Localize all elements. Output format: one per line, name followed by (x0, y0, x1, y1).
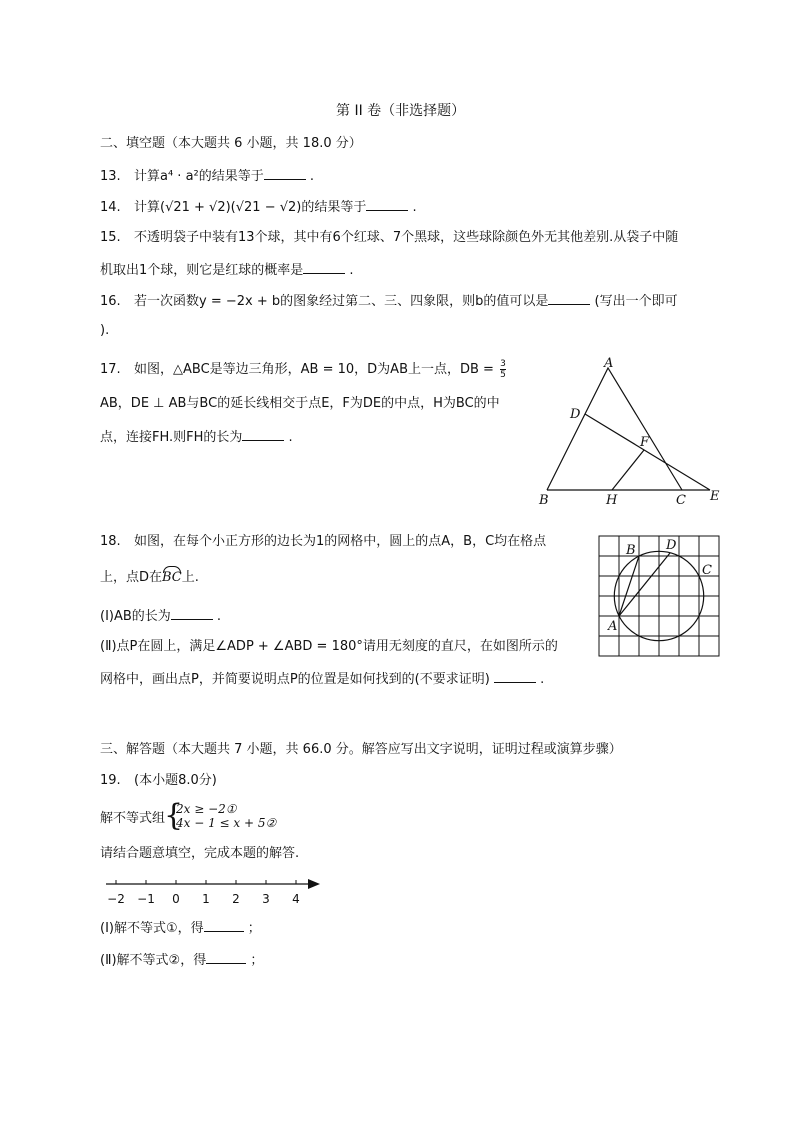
number-line-tick-label: 3 (262, 892, 270, 906)
q18-part2-text: 网格中，画出点P，并简要说明点P的位置是如何找到的(不要求证明) (100, 672, 490, 687)
q19-part2-answer-blank[interactable] (206, 951, 246, 964)
question-16-line2: ). (100, 323, 110, 338)
q18-part1-text: (Ⅰ)AB的长为 (100, 609, 171, 624)
q16-hint: (写出一个即可 (594, 294, 678, 309)
q16-text-line1: 若一次函数y = −2x + b的图象经过第二、三、四象限，则b的值可以是 (134, 294, 549, 309)
q18-label-b: B (626, 543, 636, 558)
question-18-line1 (100, 534, 546, 550)
q13-number: 13. (100, 169, 121, 184)
q17-label-b: B (539, 493, 549, 508)
q19-number: 19. (100, 773, 121, 788)
q18-text-line2a: 上，点D在 (100, 570, 163, 585)
question-19-part2: (Ⅱ)解不等式②，得 ； (100, 953, 264, 968)
q18-label-d: D (666, 538, 677, 553)
q19-number-line (100, 872, 325, 908)
number-line-tick-label: 0 (172, 892, 180, 906)
q18-grid-figure (598, 535, 720, 657)
q17-number: 17. (100, 362, 121, 377)
q17-label-c: C (676, 493, 686, 508)
q18-part1-answer-blank[interactable] (171, 607, 213, 620)
q17-label-f: F (640, 435, 650, 450)
number-line-tick-label: 1 (202, 892, 210, 906)
question-18-part1: (Ⅰ)AB的长为 . (100, 609, 222, 624)
q14-text: 计算(√21 + √2)(√21 − √2)的结果等于 (134, 200, 367, 215)
question-18-part2-line1: (Ⅱ)点P在圆上，满足∠ADP + ∠ABD = 180°请用无刻度的直尺，在如图所示的 (100, 639, 558, 654)
q18-grid (599, 536, 719, 656)
question-19-instruction: 请结合题意填空，完成本题的解答. (100, 846, 300, 861)
q17-text-line3: 点，连接FH.则FH的长为 (100, 430, 243, 445)
q18-arc-bc: BC (162, 570, 182, 586)
q19-inequality-2: 4x − 1 ≤ x + 5② (176, 816, 277, 830)
question-19-header (100, 773, 217, 789)
question-13: 13. 计算a⁴ · a²的结果等于 . (100, 169, 315, 184)
q17-text-line1: 如图，△ABC是等边三角形，AB = 10，D为AB上一点，DB = (134, 362, 494, 377)
q14-answer-blank[interactable] (366, 198, 408, 211)
q19-brace: { (164, 798, 184, 833)
q19-inequality-1: 2x ≥ −2① (176, 802, 237, 816)
q17-label-d: D (570, 407, 581, 422)
q17-answer-blank[interactable] (242, 428, 284, 441)
q18-text-line2b: 上. (181, 570, 199, 585)
q18-label-c: C (702, 563, 712, 578)
q17-label-e: E (710, 489, 720, 504)
question-16-line1 (100, 292, 678, 310)
q18-label-a: A (608, 619, 618, 634)
question-19-part1: (Ⅰ)解不等式①，得 ； (100, 921, 261, 936)
question-17-line1 (100, 359, 506, 380)
q15-text-line2: 机取出1个球，则它是红球的概率是 (100, 263, 304, 278)
number-line-tick-label: −2 (107, 892, 125, 906)
section-solution-heading: 三、解答题（本大题共 7 小题，共 66.0 分。解答应写出文字说明，证明过程或演算步骤） (100, 742, 622, 757)
number-line-tick-label: 2 (232, 892, 240, 906)
q14-number: 14. (100, 200, 121, 215)
question-18-part2-line2: 网格中，画出点P，并简要说明点P的位置是如何找到的(不要求证明) . (100, 672, 545, 687)
question-18-line2 (100, 570, 199, 586)
q17-label-a: A (604, 356, 614, 371)
q16-number: 16. (100, 294, 121, 309)
q18-text-line1: 如图，在每个小正方形的边长为1的网格中，圆上的点A，B，C均在格点 (134, 534, 547, 549)
q19-part1-answer-blank[interactable] (204, 919, 244, 932)
q15-answer-blank[interactable] (303, 261, 345, 274)
q13-text: 计算a⁴ · a²的结果等于 (134, 169, 264, 184)
q17-fraction: $\frac{3}{5}$ (500, 359, 506, 380)
number-line-tick-label: −1 (137, 892, 155, 906)
q16-answer-blank[interactable] (548, 292, 590, 305)
page-title: 第 II 卷（非选择题） (336, 103, 466, 119)
question-15-line1 (100, 230, 678, 246)
q19-part2-text: (Ⅱ)解不等式②，得 (100, 953, 207, 968)
q17-label-h: H (606, 493, 618, 508)
q19-part1-text: (Ⅰ)解不等式①，得 (100, 921, 204, 936)
question-14: 14. 计算(√21 + √2)(√21 − √2)的结果等于 . (100, 200, 417, 215)
question-19-lead: 解不等式组 (100, 811, 166, 826)
q19-points: (本小题8.0分) (134, 773, 217, 788)
question-17-line2: AB，DE ⊥ AB与BC的延长线相交于点E，F为DE的中点，H为BC的中 (100, 396, 500, 411)
q18-part2-answer-blank[interactable] (494, 670, 536, 683)
section-fill-in-heading: 二、填空题（本大题共 6 小题，共 18.0 分） (100, 136, 362, 151)
number-line-tick-label: 4 (292, 892, 300, 906)
q18-number: 18. (100, 534, 121, 549)
question-17-line3: 点，连接FH.则FH的长为 . (100, 430, 293, 445)
q17-triangle-figure (530, 352, 730, 512)
q13-answer-blank[interactable] (264, 167, 306, 180)
q15-text-line1: 不透明袋子中装有13个球，其中有6个红球、7个黑球，这些球除颜色外无其他差别.从袋子中随 (134, 230, 679, 245)
question-15-line2: 机取出1个球，则它是红球的概率是 . (100, 263, 354, 278)
q15-number: 15. (100, 230, 121, 245)
